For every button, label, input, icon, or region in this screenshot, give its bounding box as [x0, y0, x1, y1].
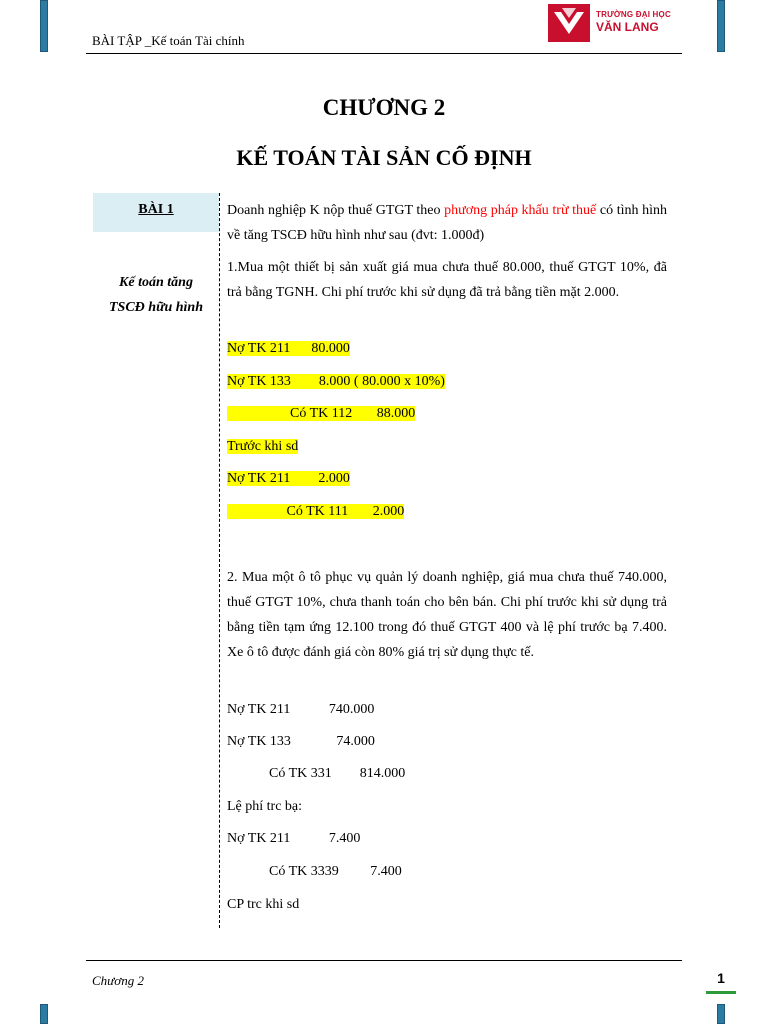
footer-divider — [86, 960, 682, 961]
item2-paragraph: 2. Mua một ô tô phục vụ quản lý doanh nghiệp, giá mua chưa thuế 740.000, thuế GTGT 10%, chưa thanh toán cho bên bán. Chi phí trước khi sử dụng trả bằng tiền tạm ứng 12.100 trong đó thuế GTGT 400 và lệ phí trước bạ 7.400. Xe ô tô được đánh giá còn 80% giá trị sử dụng thực tế. — [227, 570, 667, 660]
intro-part1: Doanh nghiệp K nộp thuế GTGT theo — [227, 203, 445, 218]
header-title: BÀI TẬP _Kế toán Tài chính — [92, 33, 245, 48]
right-footer-bar — [717, 1004, 725, 1024]
logo-mark-icon — [548, 4, 590, 42]
item2-entry-4: Lệ phí trc bạ: — [227, 799, 303, 814]
chapter-title: CHƯƠNG 2 — [322, 95, 446, 120]
item2-entry-6: Có TK 3339 7.400 — [227, 864, 402, 879]
item2-entry-1: Nợ TK 211 740.000 — [227, 702, 375, 717]
column-divider — [219, 193, 220, 928]
intro-highlight: phương pháp khấu trừ thuế — [444, 203, 597, 218]
header-divider — [86, 53, 682, 54]
item1-entry-2: Nợ TK 133 8.000 ( 80.000 x 10%) — [227, 374, 445, 389]
left-footer-bar — [40, 1004, 48, 1024]
footer-chapter: Chương 2 — [92, 973, 144, 988]
logo-line2: VĂN LANG — [596, 20, 659, 34]
exercise-label-box — [93, 193, 219, 232]
item2-entry-5: Nợ TK 211 7.400 — [227, 831, 361, 846]
intro-part2: có tình hình về tăng TSCĐ hữu hình như sau (đvt: 1.000đ) — [227, 203, 667, 243]
logo-line1: TRƯỜNG ĐẠI HỌC — [596, 10, 671, 19]
page-number-underline — [706, 991, 736, 994]
item1-entry-3: Có TK 112 88.000 — [227, 406, 416, 421]
topic-line-2: TSCĐ hữu hình — [109, 300, 203, 315]
chapter-subtitle: KẾ TOÁN TÀI SẢN CỐ ĐỊNH — [236, 145, 532, 170]
topic-line-1: Kế toán tăng — [119, 275, 193, 290]
right-header-bar — [717, 0, 725, 52]
item2-entry-3: Có TK 331 814.000 — [227, 766, 406, 781]
page-number: 1 — [717, 970, 725, 986]
item2-entry-2: Nợ TK 133 74.000 — [227, 734, 375, 749]
item1-entry-4: Trước khi sd — [227, 439, 299, 454]
university-logo — [548, 4, 678, 44]
item1-entry-6: Có TK 111 2.000 — [227, 504, 405, 519]
intro-paragraph — [227, 198, 667, 248]
item1-paragraph: 1.Mua một thiết bị sản xuất giá mua chưa thuế 80.000, thuế GTGT 10%, đã trả bằng TGNH. Chi phí trước khi sử dụng đã trả bằng tiền mặt 2.000. — [227, 260, 667, 300]
exercise-label: BÀI 1 — [138, 202, 174, 217]
item1-entry-5: Nợ TK 211 2.000 — [227, 471, 350, 486]
exercise-topic — [93, 270, 219, 320]
left-header-bar — [40, 0, 48, 52]
item1-entry-1: Nợ TK 211 80.000 — [227, 341, 350, 356]
item2-entry-7: CP trc khi sd — [227, 897, 300, 912]
